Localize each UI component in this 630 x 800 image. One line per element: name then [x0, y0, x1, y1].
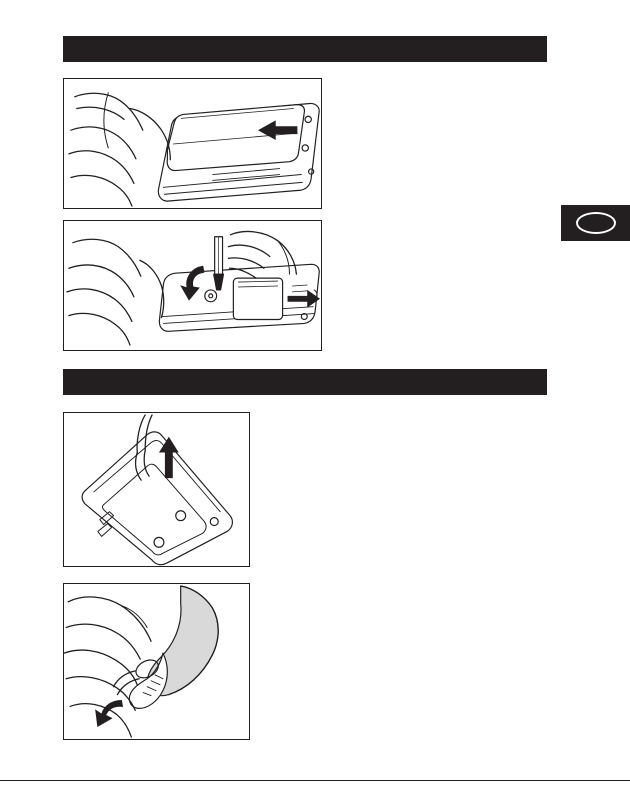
figure-screw-release-art [64, 221, 321, 350]
chapter-tab-marker [561, 205, 630, 241]
section-header-bar-1 [63, 36, 547, 62]
figure-strap-attach-art [64, 413, 249, 566]
figure-strap-thread-art [64, 584, 249, 739]
figure-strap-thread [63, 583, 250, 740]
figure-strap-attach [63, 412, 250, 567]
curved-arrow [96, 700, 123, 726]
footer-rule [0, 780, 630, 781]
figure-battery-cover-slide [63, 78, 322, 209]
section-header-bar-2 [63, 369, 547, 395]
figure-screw-release [63, 220, 322, 351]
figure-battery-cover-slide-art [64, 79, 321, 208]
tab-oval-icon [576, 212, 616, 234]
